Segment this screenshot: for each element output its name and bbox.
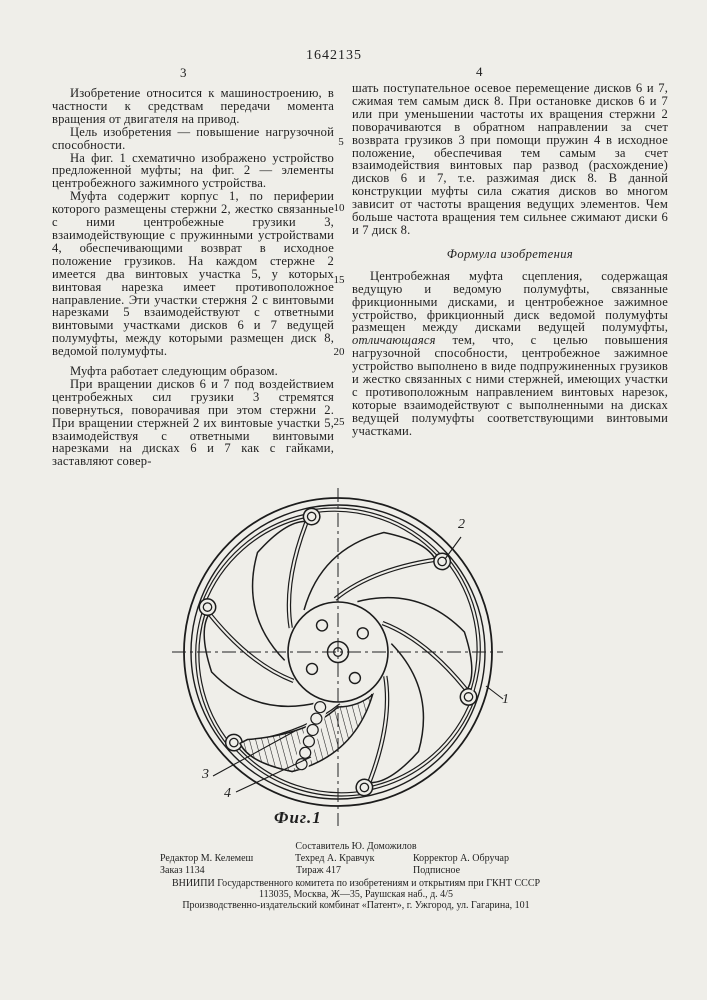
claim-text-after: тем, что, с целью повышения нагрузочной способности, центробежное зажимное устройство выполнено в виде подпружиненных грузиков и жестко связанных с ними стержней, имеющих участки с противоположным направлением винтовых нарезок, которые взаимодействуют с выполненными на дисках ведущей полумуфты соответствующими винтовыми участками. bbox=[352, 333, 668, 438]
credit-vniipi: ВНИИПИ Государственного комитета по изобретениям и открытиям при ГКНТ СССР bbox=[171, 878, 541, 889]
paragraph: Муфта содержит корпус 1, по периферии которого размещены стержни 2, жестко связанные с ними центробежные грузики 3, взаимодействующие с пружинными устройствами 4, обеспечивающими возврат в исходное положение грузиков. На каждом стержне 2 имеется два винтовых участка 5, у которых винтовая нарезка имеет противоположное направление. Эти участки стержня 2 с винтовыми нарезками 5 взаимодействуют с ответными винтовыми участками дисков 6 и 7 ведущей полумуфты, между которыми размещен диск 8, ведомой полумуфты. bbox=[52, 189, 334, 359]
paragraph-continuation: шать поступательное осевое перемещение дисков 6 и 7, сжимая тем самым диск 8. При остановке дисков 6 и 7 или при уменьшении частоты их вращения стержни 2 поворачиваются в обратном направлении за счет возврата грузиков 3 при помощи пружин 4 в исходное положение, обеспечивая тем самым за счет взаимодействия винтовых пар развод (расхождение) дисков 6 и 7, т.е. разжимая диск 8. В данной конструкции муфты сила сжатия дисков во многом зависит от частоты вращения ведущих элементов. Чем больше частота вращения тем сильнее сжимают диски 6 и 7 диск 8. bbox=[352, 81, 668, 237]
claim-paragraph bbox=[352, 270, 668, 438]
credit-address: 113035, Москва, Ж—35, Раушская наб., д. 4/5 bbox=[259, 889, 453, 900]
line-number-20: 20 bbox=[333, 346, 345, 358]
paragraph: Муфта работает следующим образом. bbox=[70, 364, 278, 379]
figure-label-2: 2 bbox=[458, 517, 465, 532]
paragraph: Цель изобретения — повышение нагрузочной способности. bbox=[52, 124, 334, 152]
paragraph: На фиг. 1 схематично изображено устройство предложенной муфты; на фиг. 2 — элементы центробежного зажимного устройства. bbox=[52, 150, 334, 191]
figure-1-drawing bbox=[140, 475, 530, 845]
page-number-left: 3 bbox=[180, 65, 187, 80]
credit-techred: Техред А. Кравчук bbox=[295, 853, 375, 864]
line-number-5: 5 bbox=[338, 136, 344, 148]
claim-italic-word: отличающаяся bbox=[352, 333, 436, 348]
credit-corrector: Корректор А. Обручар bbox=[413, 853, 509, 864]
credit-compiler: Составитель Ю. Доможилов bbox=[295, 841, 417, 852]
line-number-10: 10 bbox=[333, 202, 345, 214]
figure-label-3: 3 bbox=[202, 767, 209, 782]
credit-subscription: Подписное bbox=[413, 865, 461, 876]
credit-tirazh: Тираж 417 bbox=[296, 865, 342, 876]
paragraph: При вращении дисков 6 и 7 под воздействием центробежных сил грузики 3 стремятся повернуться, поворачивая при этом стержни 2. При вращении стержней 2 их винтовые участки 5, взаимодействуя с ответными винтовыми нарезками на дисках 6 и 7 как с гайками, заставляют совер- bbox=[52, 376, 334, 469]
right-text-column bbox=[352, 82, 668, 438]
credit-publisher: Производственно-издательский комбинат «Патент», г. Ужгород, ул. Гагарина, 101 bbox=[182, 900, 530, 911]
line-number-25: 25 bbox=[333, 416, 345, 428]
claim-text-before: Центробежная муфта сцепления, содержащая ведущую и ведомую полумуфты, связанные фрикционными дисками, и центробежное зажимное устройство, фрикционный диск ведомой полумуфты размещен между дисками ведущей полумуфты, bbox=[352, 268, 668, 335]
figure-label-4: 4 bbox=[224, 786, 231, 801]
credit-order: Заказ 1134 bbox=[160, 865, 205, 876]
claims-heading: Формула изобретения bbox=[446, 246, 574, 261]
figure-caption: Фиг.1 bbox=[274, 808, 322, 827]
page-number-right: 4 bbox=[476, 64, 483, 79]
figure-label-1: 1 bbox=[502, 692, 509, 707]
left-text-column bbox=[52, 87, 334, 468]
paragraph: Изобретение относится к машиностроению, в частности к средствам передачи момента вращения от двигателя на привод. bbox=[52, 86, 334, 126]
credit-editor: Редактор М. Келемеш bbox=[160, 853, 254, 864]
line-number-15: 15 bbox=[333, 274, 345, 286]
patent-number: 1642135 bbox=[306, 48, 362, 63]
